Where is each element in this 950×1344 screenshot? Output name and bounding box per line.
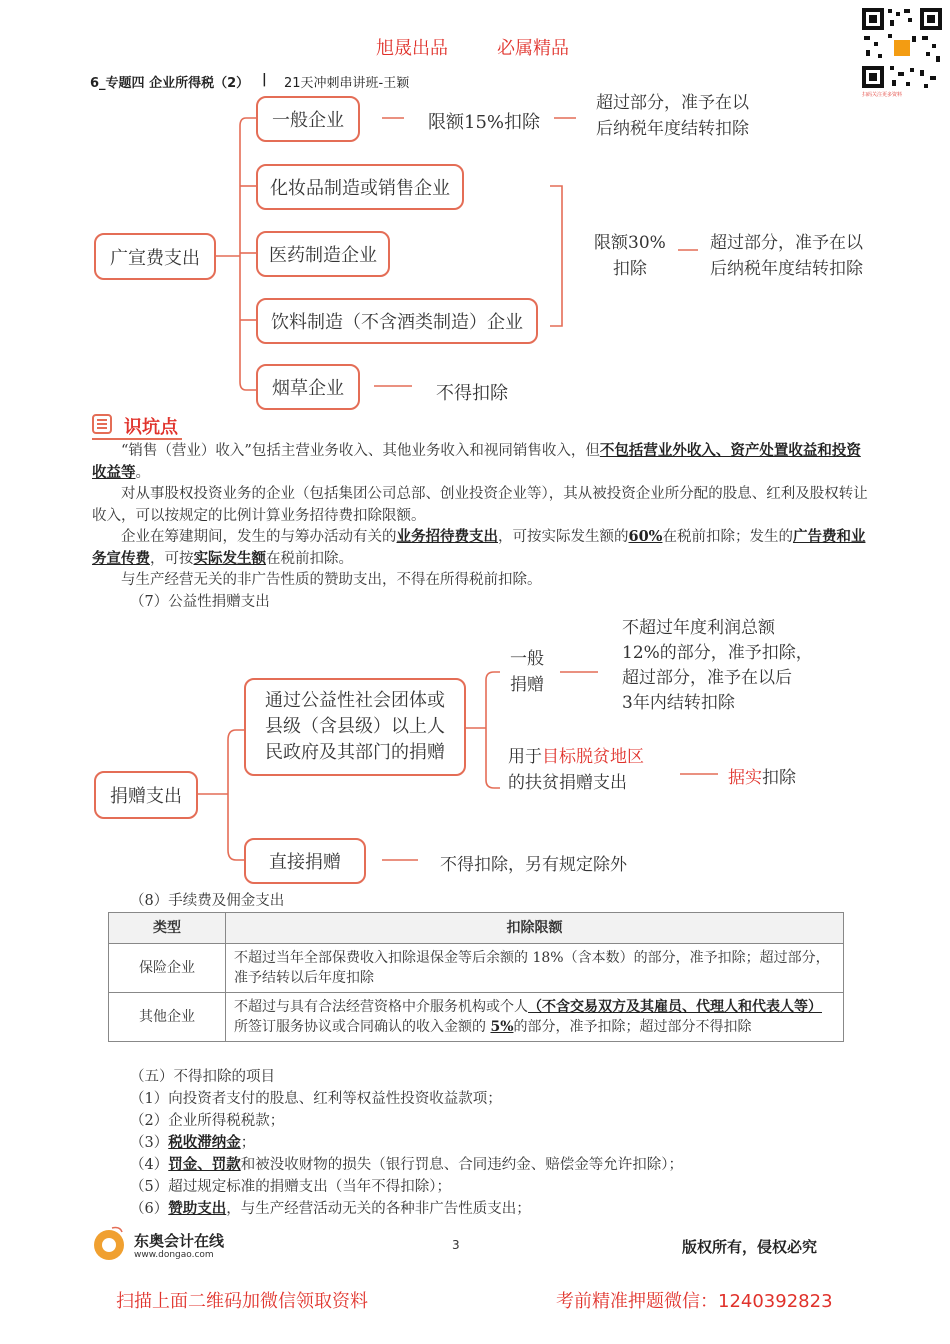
general-enterprise-box: 一般企业: [256, 96, 360, 142]
nondeductible-item-5: （5）超过规定标准的捐赠支出（当年不得扣除）；: [130, 1179, 451, 1195]
direct-donation-box: 直接捐赠: [244, 838, 366, 884]
nondeductible-item-1: （1）向投资者支付的股息、红利等权益性投资收益款项；: [130, 1091, 502, 1107]
page-number: 3: [452, 1238, 460, 1252]
row-type-other: 其他企业: [109, 993, 226, 1042]
section-8-heading: （8）手续费及佣金支出: [130, 893, 285, 909]
ad-root-box: 广宣费支出: [94, 233, 216, 280]
qr-caption: 扫码关注更多资料: [862, 92, 903, 98]
poverty-donation-rule: 据实扣除: [728, 768, 796, 788]
copyright: 版权所有，侵权必究: [682, 1238, 818, 1256]
pharma-enterprise-box: 医药制造企业: [256, 231, 390, 277]
nondeductible-item-3: （3）税收滞纳金；: [130, 1134, 256, 1151]
beverage-enterprise-box: 饮料制造（不含酒类制造）企业: [256, 298, 538, 344]
slogan-right: 必属精品: [497, 38, 569, 59]
nondeductible-item-2: （2）企业所得税税款；: [130, 1113, 285, 1129]
general-donation-rule: 不超过年度利润总额 12%的部分，准予扣除， 超过部分，准予在以后 3年内结转扣除: [622, 618, 813, 713]
row-type-insurance: 保险企业: [109, 944, 226, 993]
fee-table: [108, 912, 844, 1042]
general-donation-label: 一般 捐赠: [510, 649, 544, 695]
pitfall-paragraph-1: “销售（营业）收入”包括主营业务收入、其他业务收入和视同销售收入，但不包括营业外收入、资产处置收益和投资收益等。: [92, 442, 861, 481]
header-separator: |: [262, 72, 267, 87]
logo-name: 东奥会计在线: [134, 1232, 225, 1250]
tobacco-enterprise-box: 烟草企业: [256, 364, 360, 410]
public-donation-box: 通过公益性社会团体或 县级（含县级）以上人 民政府及其部门的捐赠: [244, 678, 466, 776]
nondeductible-title: （五）不得扣除的项目: [130, 1069, 275, 1085]
pitfall-paragraph-3: 企业在筹建期间，发生的与筹办活动有关的业务招待费支出，可按实际发生额的60%在税前扣除；发生的广告费和业务宣传费，可按实际发生额在税前扣除。: [92, 528, 866, 567]
course-title: 6_专题四 企业所得税（2）: [90, 76, 250, 91]
column-header-type: 类型: [109, 913, 226, 944]
promo-left: 扫描上面二维码加微信领取资料: [116, 1291, 368, 1312]
row-limit-insurance: 不超过当年全部保费收入扣除退保金等后余额的 18%（含本数）的部分，准予扣除；超过部分，准予结转以后年度扣除: [226, 944, 844, 993]
ad-diagram-connectors: [0, 0, 950, 420]
pitfall-paragraph-4: 与生产经营无关的非广告性质的赞助支出，不得在所得税前扣除。: [121, 572, 542, 588]
section-7-heading: （7）公益性捐赠支出: [130, 594, 270, 610]
table-header-row: [109, 913, 844, 944]
table-row: [109, 993, 844, 1042]
general-carry-text: 超过部分，准予在以 后纳税年度结转扣除: [596, 93, 749, 139]
direct-donation-rule: 不得扣除，另有规定除外: [440, 855, 627, 875]
table-row: [109, 944, 844, 993]
cosmetics-enterprise-box: 化妆品制造或销售企业: [256, 164, 464, 210]
pitfall-title: 识坑点: [124, 417, 178, 438]
general-limit-label: 限额15%扣除: [428, 112, 541, 133]
nondeductible-item-6: （6）赞助支出，与生产经营活动无关的各种非广告性质支出；: [130, 1200, 531, 1217]
slogan-left: 旭晟出品: [376, 38, 448, 59]
pitfall-icon: [92, 414, 112, 434]
nondeductible-item-4: （4）罚金、罚款和被没收财物的损失（银行罚息、合同违约金、赔偿金等允许扣除）；: [130, 1156, 683, 1173]
course-subtitle: 21天冲刺串讲班-王颖: [284, 76, 410, 91]
poverty-donation-label: 用于目标脱贫地区 的扶贫捐赠支出: [508, 747, 644, 793]
dongao-logo-icon: [90, 1224, 128, 1262]
logo-url: www.dongao.com: [134, 1250, 214, 1260]
tobacco-rule-label: 不得扣除: [436, 383, 508, 404]
donation-root-box: 捐赠支出: [94, 771, 198, 819]
special-carry-text: 超过部分，准予在以 后纳税年度结转扣除: [710, 233, 863, 279]
pitfall-paragraph-2: 对从事股权投资业务的企业（包括集团公司总部、创业投资企业等），其从被投资企业所分配的股息、红利及股权转让收入，可以按规定的比例计算业务招待费扣除限额。: [92, 486, 868, 524]
special-limit-label: 限额30% 扣除: [594, 233, 666, 279]
promo-right: 考前精准押题微信：1240392823: [556, 1291, 833, 1312]
row-limit-other: 不超过与具有合法经营资格中介服务机构或个人（不含交易双方及其雇员、代理人和代表人等）所签订服务协议或合同确认的收入金额的 5%的部分，准予扣除；超过部分不得扣除: [226, 993, 844, 1042]
column-header-limit: 扣除限额: [226, 913, 844, 944]
